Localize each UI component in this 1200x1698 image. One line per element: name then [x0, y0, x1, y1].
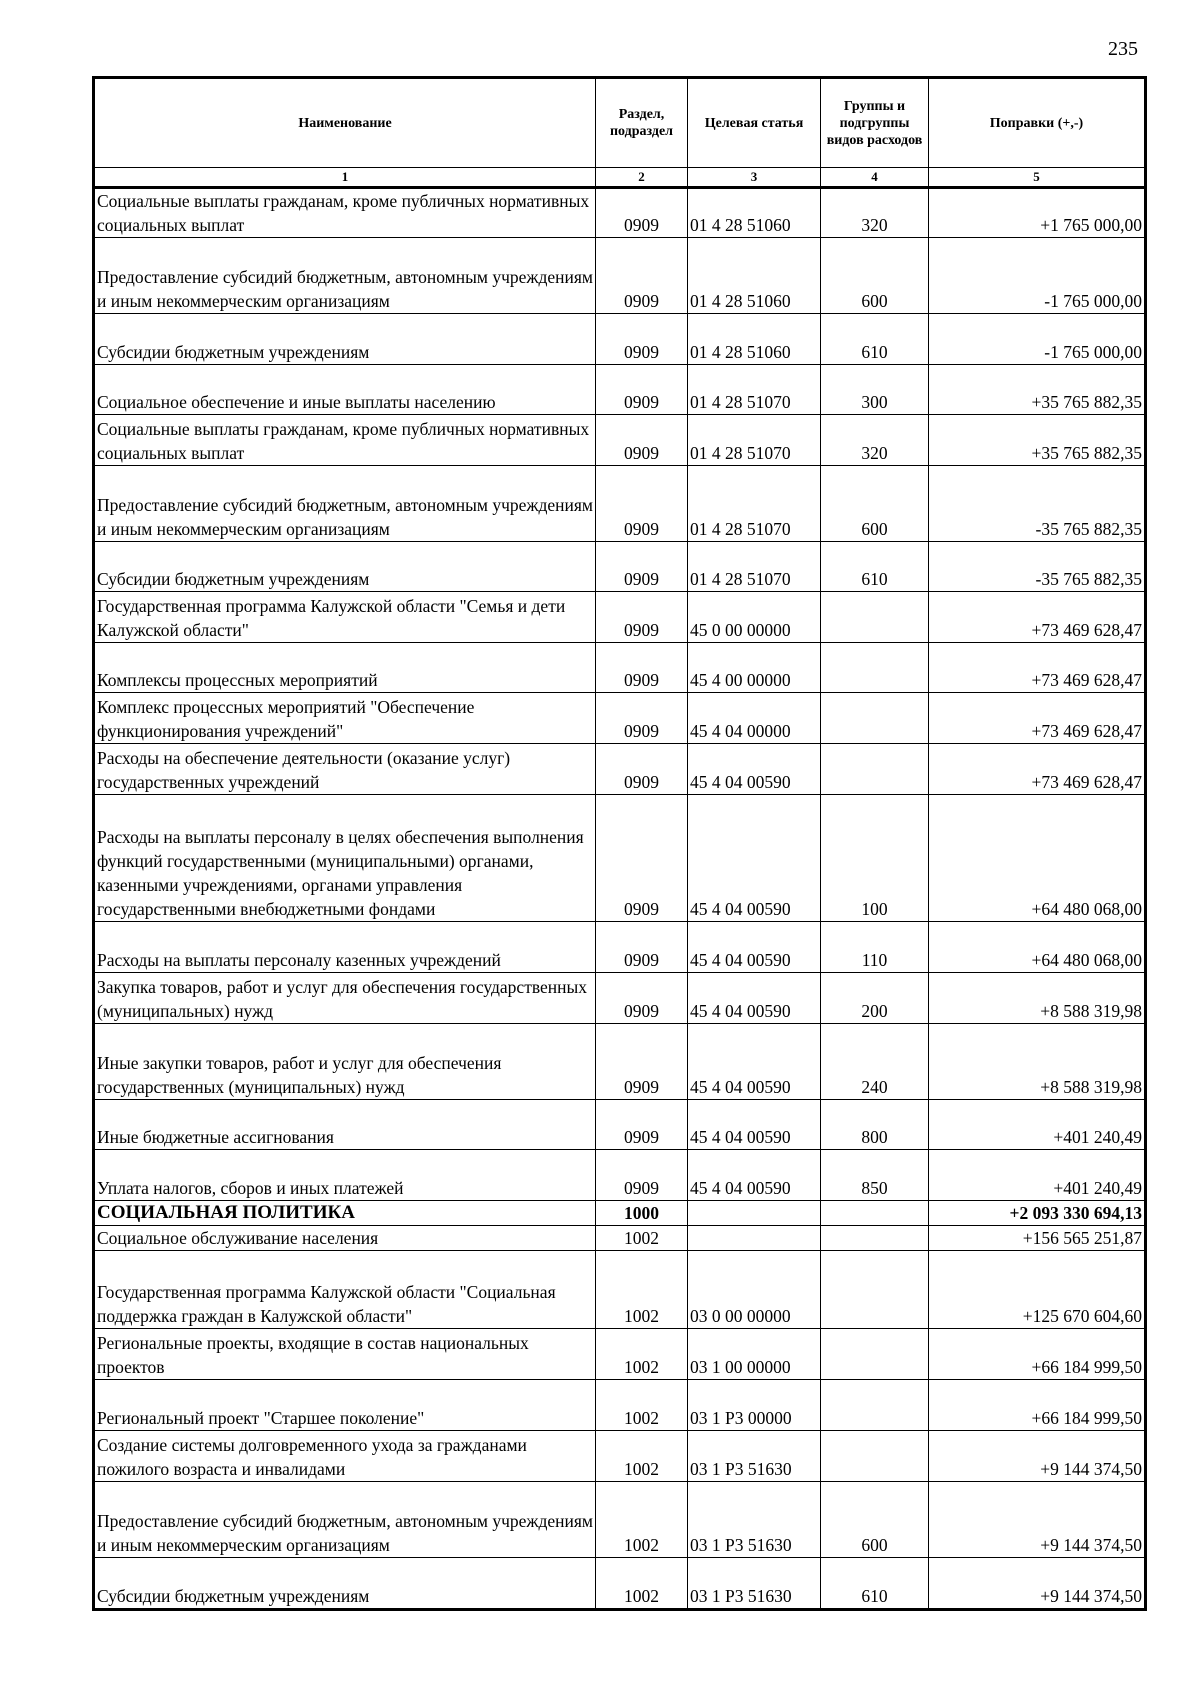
row-name: Социальное обслуживание населения — [94, 1226, 596, 1251]
row-section: 0909 — [596, 188, 688, 238]
header-amendments: Поправки (+,-) — [929, 78, 1146, 168]
row-amount: +2 093 330 694,13 — [929, 1201, 1146, 1226]
row-name: Государственная программа Калужской области "Социальная поддержка граждан в Калужской области" — [94, 1251, 596, 1329]
table-row — [94, 795, 1146, 922]
row-name: Комплексы процессных мероприятий — [94, 643, 596, 693]
row-group: 240 — [821, 1024, 929, 1100]
row-name: Социальные выплаты гражданам, кроме публичных нормативных социальных выплат — [94, 188, 596, 238]
row-group: 200 — [821, 973, 929, 1024]
row-target: 03 1 P3 51630 — [688, 1482, 821, 1558]
row-group: 300 — [821, 365, 929, 415]
page-number: 235 — [1108, 38, 1138, 60]
row-target: 01 4 28 51070 — [688, 365, 821, 415]
row-name: Иные закупки товаров, работ и услуг для обеспечения государственных (муниципальных) нужд — [94, 1024, 596, 1100]
row-section: 1002 — [596, 1380, 688, 1431]
row-target: 01 4 28 51060 — [688, 238, 821, 314]
column-number: 2 — [596, 168, 688, 188]
row-group — [821, 1329, 929, 1380]
row-section: 0909 — [596, 693, 688, 744]
row-section: 1002 — [596, 1558, 688, 1610]
row-name: Субсидии бюджетным учреждениям — [94, 1558, 596, 1610]
row-name: Субсидии бюджетным учреждениям — [94, 314, 596, 365]
row-name: Социальные выплаты гражданам, кроме публичных нормативных социальных выплат — [94, 415, 596, 466]
row-name: Расходы на выплаты персоналу в целях обеспечения выполнения функций государственными (муниципальными) органами, казенными учреждениями, органами управления государственными внебюджетными фондами — [94, 795, 596, 922]
table-row — [94, 1482, 1146, 1558]
row-target: 45 4 04 00590 — [688, 744, 821, 795]
row-target: 03 1 P3 51630 — [688, 1431, 821, 1482]
row-section: 0909 — [596, 744, 688, 795]
row-target: 03 1 P3 00000 — [688, 1380, 821, 1431]
table-row — [94, 314, 1146, 365]
row-target: 45 4 00 00000 — [688, 643, 821, 693]
row-name: СОЦИАЛЬНАЯ ПОЛИТИКА — [94, 1201, 596, 1226]
row-target: 45 4 04 00590 — [688, 795, 821, 922]
row-section: 0909 — [596, 643, 688, 693]
row-target: 01 4 28 51070 — [688, 415, 821, 466]
row-group — [821, 1251, 929, 1329]
row-group — [821, 744, 929, 795]
row-group — [821, 1380, 929, 1431]
row-section: 0909 — [596, 542, 688, 592]
row-target — [688, 1226, 821, 1251]
table-row — [94, 592, 1146, 643]
row-group: 100 — [821, 795, 929, 922]
row-amount: +125 670 604,60 — [929, 1251, 1146, 1329]
table-row — [94, 1024, 1146, 1100]
row-name: Социальное обеспечение и иные выплаты населению — [94, 365, 596, 415]
row-target: 01 4 28 51060 — [688, 188, 821, 238]
row-name: Региональный проект "Старшее поколение" — [94, 1380, 596, 1431]
table-row — [94, 1558, 1146, 1610]
row-group: 600 — [821, 466, 929, 542]
row-name: Предоставление субсидий бюджетным, автономным учреждениям и иным некоммерческим организациям — [94, 238, 596, 314]
column-number: 3 — [688, 168, 821, 188]
row-group: 610 — [821, 1558, 929, 1610]
row-amount: +73 469 628,47 — [929, 592, 1146, 643]
row-amount: +401 240,49 — [929, 1100, 1146, 1150]
table-row — [94, 693, 1146, 744]
row-group — [821, 643, 929, 693]
row-name: Предоставление субсидий бюджетным, автономным учреждениям и иным некоммерческим организациям — [94, 466, 596, 542]
row-group — [821, 1226, 929, 1251]
row-group: 800 — [821, 1100, 929, 1150]
column-number: 1 — [94, 168, 596, 188]
row-name: Расходы на обеспечение деятельности (оказание услуг) государственных учреждений — [94, 744, 596, 795]
table-row — [94, 542, 1146, 592]
header-name: Наименование — [94, 78, 596, 168]
row-group — [821, 592, 929, 643]
row-name: Закупка товаров, работ и услуг для обеспечения государственных (муниципальных) нужд — [94, 973, 596, 1024]
header-target: Целевая статья — [688, 78, 821, 168]
table-row — [94, 922, 1146, 973]
row-amount: +8 588 319,98 — [929, 1024, 1146, 1100]
row-section: 0909 — [596, 1100, 688, 1150]
row-section: 0909 — [596, 795, 688, 922]
row-target: 01 4 28 51070 — [688, 542, 821, 592]
row-target: 45 0 00 00000 — [688, 592, 821, 643]
header-section: Раздел, подраздел — [596, 78, 688, 168]
table-row-section-total — [94, 1201, 1146, 1226]
row-group: 320 — [821, 415, 929, 466]
row-amount: +35 765 882,35 — [929, 415, 1146, 466]
row-amount: -35 765 882,35 — [929, 466, 1146, 542]
row-amount: +35 765 882,35 — [929, 365, 1146, 415]
row-target: 03 0 00 00000 — [688, 1251, 821, 1329]
table-row — [94, 1226, 1146, 1251]
row-amount: +9 144 374,50 — [929, 1431, 1146, 1482]
row-target: 45 4 04 00590 — [688, 973, 821, 1024]
column-number: 4 — [821, 168, 929, 188]
row-group: 610 — [821, 314, 929, 365]
row-target: 03 1 00 00000 — [688, 1329, 821, 1380]
row-section: 0909 — [596, 592, 688, 643]
table-row — [94, 1431, 1146, 1482]
row-group — [821, 1201, 929, 1226]
row-section: 1002 — [596, 1482, 688, 1558]
row-group — [821, 1431, 929, 1482]
row-amount: -1 765 000,00 — [929, 238, 1146, 314]
table-row — [94, 1251, 1146, 1329]
table-row — [94, 365, 1146, 415]
row-section: 0909 — [596, 1024, 688, 1100]
row-amount: +9 144 374,50 — [929, 1558, 1146, 1610]
row-amount: +73 469 628,47 — [929, 643, 1146, 693]
row-section: 1000 — [596, 1201, 688, 1226]
row-section: 1002 — [596, 1226, 688, 1251]
row-amount: +66 184 999,50 — [929, 1380, 1146, 1431]
table-body — [94, 188, 1146, 1610]
row-target: 45 4 04 00590 — [688, 1150, 821, 1201]
row-amount: +8 588 319,98 — [929, 973, 1146, 1024]
row-group: 110 — [821, 922, 929, 973]
row-section: 1002 — [596, 1251, 688, 1329]
row-section: 0909 — [596, 415, 688, 466]
row-section: 0909 — [596, 365, 688, 415]
row-amount: -35 765 882,35 — [929, 542, 1146, 592]
row-name: Иные бюджетные ассигнования — [94, 1100, 596, 1150]
table-row — [94, 415, 1146, 466]
row-group — [821, 693, 929, 744]
row-name: Предоставление субсидий бюджетным, автономным учреждениям и иным некоммерческим организациям — [94, 1482, 596, 1558]
row-target: 03 1 P3 51630 — [688, 1558, 821, 1610]
row-group: 600 — [821, 1482, 929, 1558]
row-target: 45 4 04 00590 — [688, 922, 821, 973]
row-name: Региональные проекты, входящие в состав национальных проектов — [94, 1329, 596, 1380]
row-amount: +64 480 068,00 — [929, 922, 1146, 973]
row-section: 0909 — [596, 1150, 688, 1201]
row-target: 45 4 04 00000 — [688, 693, 821, 744]
row-group: 610 — [821, 542, 929, 592]
row-section: 1002 — [596, 1329, 688, 1380]
table-row — [94, 973, 1146, 1024]
row-group: 320 — [821, 188, 929, 238]
row-name: Уплата налогов, сборов и иных платежей — [94, 1150, 596, 1201]
table-row — [94, 1329, 1146, 1380]
row-amount: -1 765 000,00 — [929, 314, 1146, 365]
row-amount: +73 469 628,47 — [929, 744, 1146, 795]
table-header-row — [94, 78, 1146, 168]
table-row — [94, 466, 1146, 542]
table-row — [94, 1380, 1146, 1431]
table-row — [94, 1150, 1146, 1201]
row-name: Создание системы долговременного ухода за гражданами пожилого возраста и инвалидами — [94, 1431, 596, 1482]
row-target: 45 4 04 00590 — [688, 1100, 821, 1150]
table-row — [94, 1100, 1146, 1150]
row-amount: +401 240,49 — [929, 1150, 1146, 1201]
row-section: 0909 — [596, 314, 688, 365]
row-amount: +64 480 068,00 — [929, 795, 1146, 922]
column-number: 5 — [929, 168, 1146, 188]
row-amount: +66 184 999,50 — [929, 1329, 1146, 1380]
column-numbers-row — [94, 168, 1146, 188]
row-target: 45 4 04 00590 — [688, 1024, 821, 1100]
row-section: 0909 — [596, 973, 688, 1024]
row-name: Расходы на выплаты персоналу казенных учреждений — [94, 922, 596, 973]
row-section: 1002 — [596, 1431, 688, 1482]
row-target: 01 4 28 51060 — [688, 314, 821, 365]
row-name: Субсидии бюджетным учреждениям — [94, 542, 596, 592]
row-section: 0909 — [596, 922, 688, 973]
row-target — [688, 1201, 821, 1226]
table-row — [94, 643, 1146, 693]
row-target: 01 4 28 51070 — [688, 466, 821, 542]
header-groups: Группы и подгруппы видов расходов — [821, 78, 929, 168]
row-name: Государственная программа Калужской области "Семья и дети Калужской области" — [94, 592, 596, 643]
row-amount: +73 469 628,47 — [929, 693, 1146, 744]
row-section: 0909 — [596, 466, 688, 542]
table-row — [94, 744, 1146, 795]
row-amount: +9 144 374,50 — [929, 1482, 1146, 1558]
row-group: 600 — [821, 238, 929, 314]
row-name: Комплекс процессных мероприятий "Обеспечение функционирования учреждений" — [94, 693, 596, 744]
budget-amendments-table — [92, 76, 1147, 1611]
table-row — [94, 188, 1146, 238]
table-row — [94, 238, 1146, 314]
row-section: 0909 — [596, 238, 688, 314]
row-amount: +156 565 251,87 — [929, 1226, 1146, 1251]
row-amount: +1 765 000,00 — [929, 188, 1146, 238]
row-group: 850 — [821, 1150, 929, 1201]
